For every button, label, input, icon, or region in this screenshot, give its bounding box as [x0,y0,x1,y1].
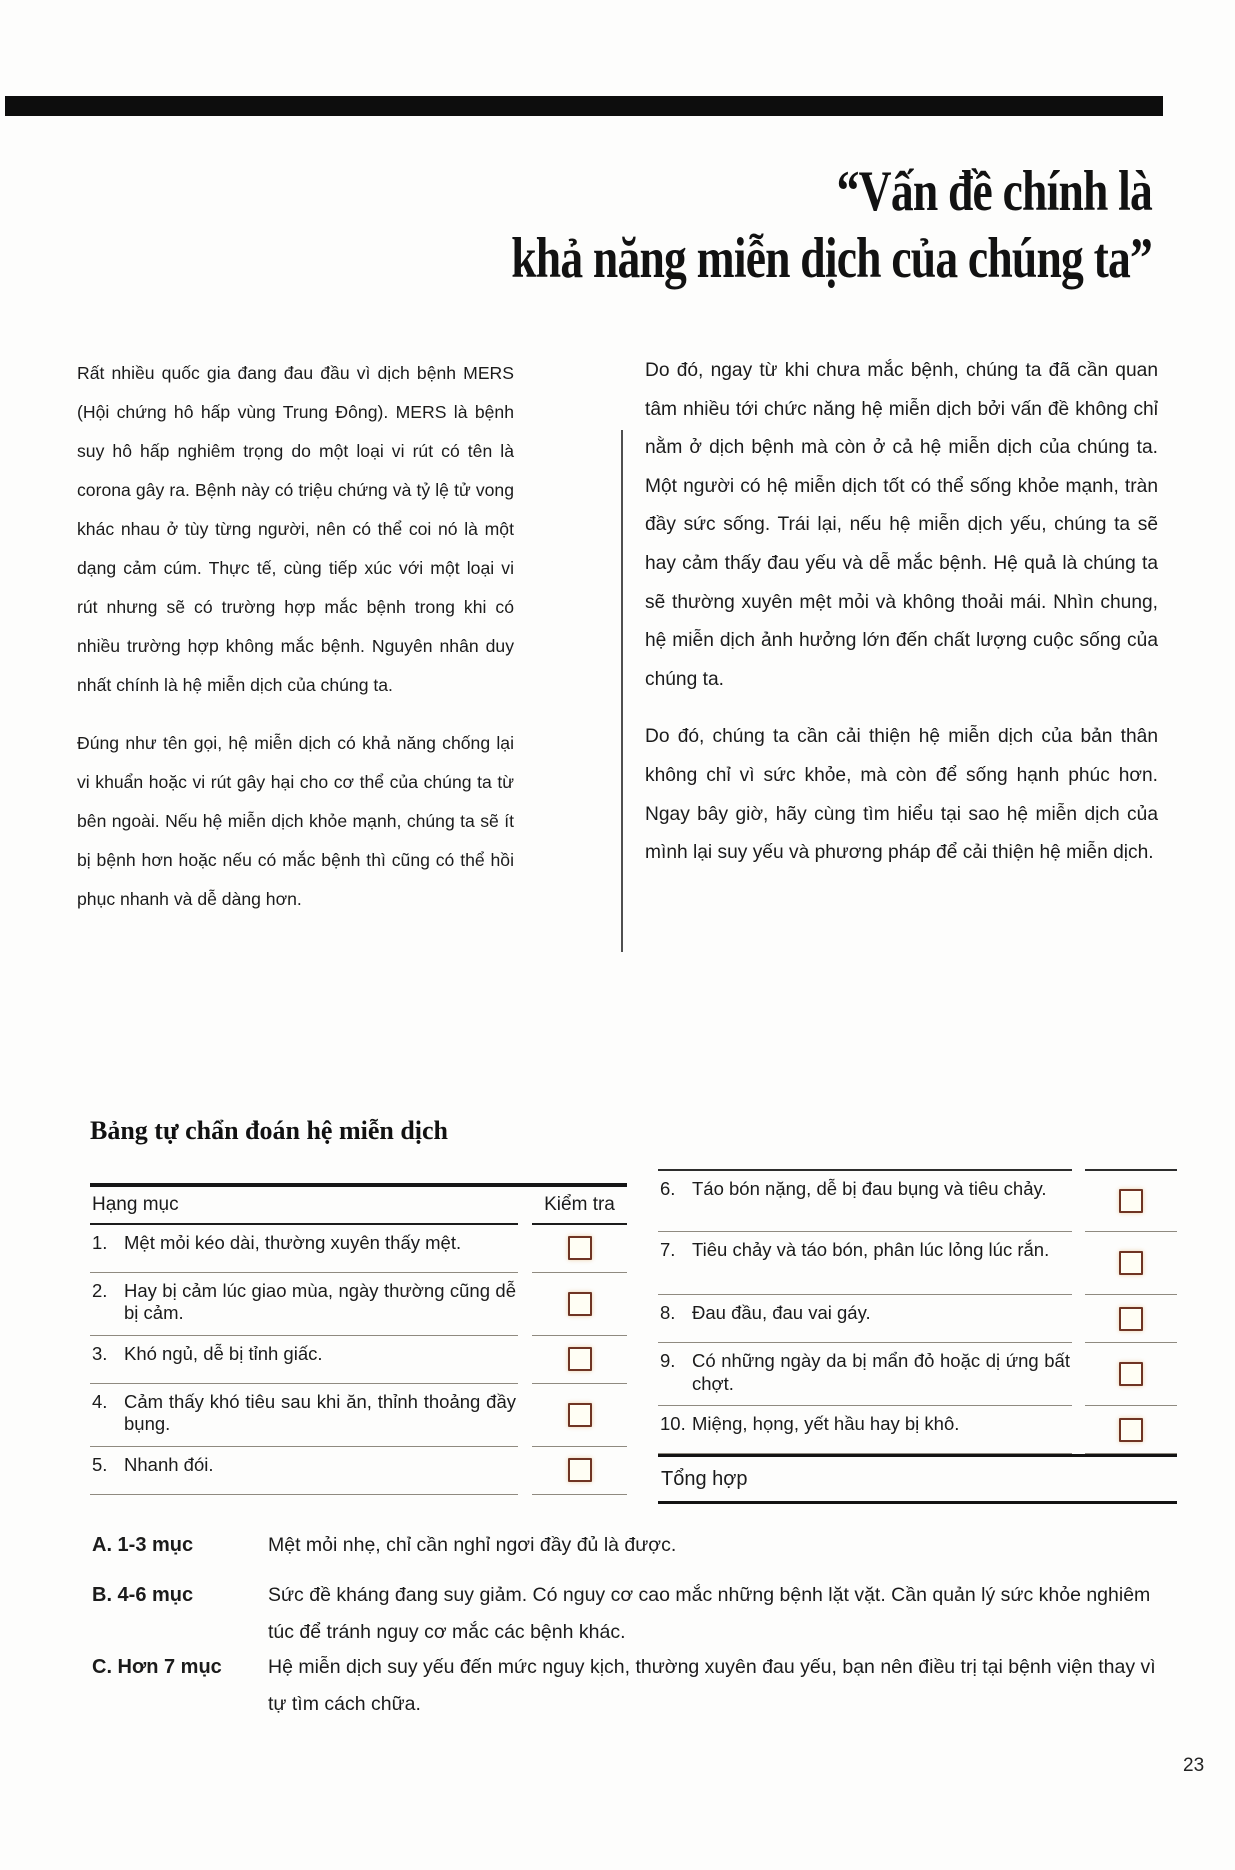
checkbox[interactable] [1119,1418,1143,1442]
result-label: A. 1-3 mục [92,1534,194,1556]
paragraph: Do đó, ngay từ khi chưa mắc bệnh, chúng ta đã cần quan tâm nhiều tới chức năng hệ miễn dịch bởi vấn đề không chỉ nằm ở dịch bệnh mà còn ở cả hệ miễn dịch của chúng ta. Một người có hệ miễn dịch tốt có thể sống khỏe mạnh, tràn đầy sức sống. Trái lại, nếu hệ miễn dịch yếu, chúng ta sẽ hay cảm thấy đau yếu và dễ mắc bệnh. Hệ quả là chúng ta sẽ thường xuyên mệt mỏi và không thoải mái. Nhìn chung, hệ miễn dịch ảnh hưởng lớn đến chất lượng cuộc sống của chúng ta. [645,360,1158,690]
paragraph: Đúng như tên gọi, hệ miễn dịch có khả năng chống lại vi khuẩn hoặc vi rút gây hại cho cơ thể của chúng ta từ bên ngoài. Nếu hệ miễn dịch khỏe mạnh, chúng ta sẽ ít bị bệnh hơn hoặc nếu có mắc bệnh thì cũng có thể hồi phục nhanh và dễ dàng hơn. [77,733,514,909]
result-row-b [92,1577,1180,1651]
item-text: 4. Cảm thấy khó tiêu sau khi ăn, thỉnh thoảng đầy bụng. [92,1390,516,1434]
table-row [658,1343,1177,1406]
result-row-a [92,1527,1180,1564]
page-title-line2: khả năng miễn dịch của chúng ta” [511,227,1152,290]
column-divider [621,430,623,952]
item-text: 3. Khó ngủ, dễ bị tỉnh giấc. [92,1342,323,1364]
item-text: 8. Đau đầu, đau vai gáy. [660,1302,871,1323]
result-row-c [92,1649,1180,1723]
result-text: Hệ miễn dịch suy yếu đến mức nguy kịch, thường xuyên đau yếu, bạn nên điều trị tại bệnh viện thay vì tự tìm cách chữa. [268,1656,1156,1715]
item-text: 7. Tiêu chảy và táo bón, phân lúc lỏng lúc rắn. [660,1239,1050,1260]
total-label: Tổng hợp [661,1467,748,1490]
column-header-items: Hạng mục [90,1187,518,1225]
page-title-line1: “Vấn đề chính là [836,160,1152,223]
paragraph: Do đó, chúng ta cần cải thiện hệ miễn dịch của bản thân không chỉ vì sức khỏe, mà còn để sống hạnh phúc hơn. Ngay bây giờ, hãy cùng tìm hiểu tại sao hệ miễn dịch của mình lại suy yếu và phương pháp để cải thiện hệ miễn dịch. [645,726,1158,864]
checkbox[interactable] [568,1292,592,1316]
item-text: 9. Có những ngày da bị mẩn đỏ hoặc dị ứng bất chợt. [660,1350,1070,1394]
table-row [658,1406,1177,1454]
checkbox[interactable] [1119,1251,1143,1275]
table-header-row [90,1187,627,1225]
checklist-table-left [90,1183,627,1495]
checkbox[interactable] [1119,1307,1143,1331]
paragraph: Rất nhiều quốc gia đang đau đầu vì dịch bệnh MERS (Hội chứng hô hấp vùng Trung Đông). MERS là bệnh suy hô hấp nghiêm trọng do một loại vi rút có tên là corona gây ra. Bệnh này có triệu chứng và tỷ lệ tử vong khác nhau ở tùy từng người, nên có thể coi nó là một dạng cảm cúm. Thực tế, cùng tiếp xúc với một loại vi rút nhưng sẽ có trường hợp mắc bệnh trong khi có nhiều trường hợp không mắc bệnh. Nguyên nhân duy nhất chính là hệ miễn dịch của chúng ta. [77,363,514,695]
checkbox[interactable] [1119,1362,1143,1386]
page-title [511,158,1152,292]
checkbox[interactable] [568,1236,592,1260]
checkbox[interactable] [568,1458,592,1482]
article-right-column [645,352,1158,892]
result-label: B. 4-6 mục [92,1584,194,1606]
table-row [90,1384,627,1447]
top-rule-bar [5,96,1163,116]
result-text: Mệt mỏi nhẹ, chỉ cần nghỉ ngơi đầy đủ là được. [268,1534,677,1556]
table-row [90,1336,627,1384]
item-text: 2. Hay bị cảm lúc giao mùa, ngày thường cũng dễ bị cảm. [92,1279,516,1323]
checklist-heading: Bảng tự chẩn đoán hệ miễn dịch [90,1116,449,1145]
column-header-check: Kiểm tra [532,1187,627,1225]
checkbox[interactable] [568,1347,592,1371]
checklist-table-right [658,1169,1177,1504]
result-text: Sức đề kháng đang suy giảm. Có nguy cơ cao mắc những bệnh lặt vặt. Cần quản lý sức khỏe nghiêm túc để tránh nguy cơ mắc các bệnh khác. [268,1584,1151,1643]
checkbox[interactable] [1119,1189,1143,1213]
page-number: 23 [1183,1755,1205,1776]
table-row [658,1232,1177,1295]
item-text: 6. Táo bón nặng, dễ bị đau bụng và tiêu chảy. [660,1178,1047,1199]
table-row [90,1225,627,1273]
table-row [658,1295,1177,1343]
checkbox[interactable] [568,1403,592,1427]
table-row [90,1447,627,1495]
article-left-column [77,354,514,938]
result-label: C. Hơn 7 mục [92,1656,222,1678]
item-text: 1. Mệt mỏi kéo dài, thường xuyên thấy mệt. [92,1231,462,1253]
item-text: 10. Miệng, họng, yết hầu hay bị khô. [660,1413,960,1434]
table-row [90,1273,627,1336]
item-text: 5. Nhanh đói. [92,1453,214,1475]
table-row [658,1169,1177,1232]
total-row [658,1454,1177,1504]
